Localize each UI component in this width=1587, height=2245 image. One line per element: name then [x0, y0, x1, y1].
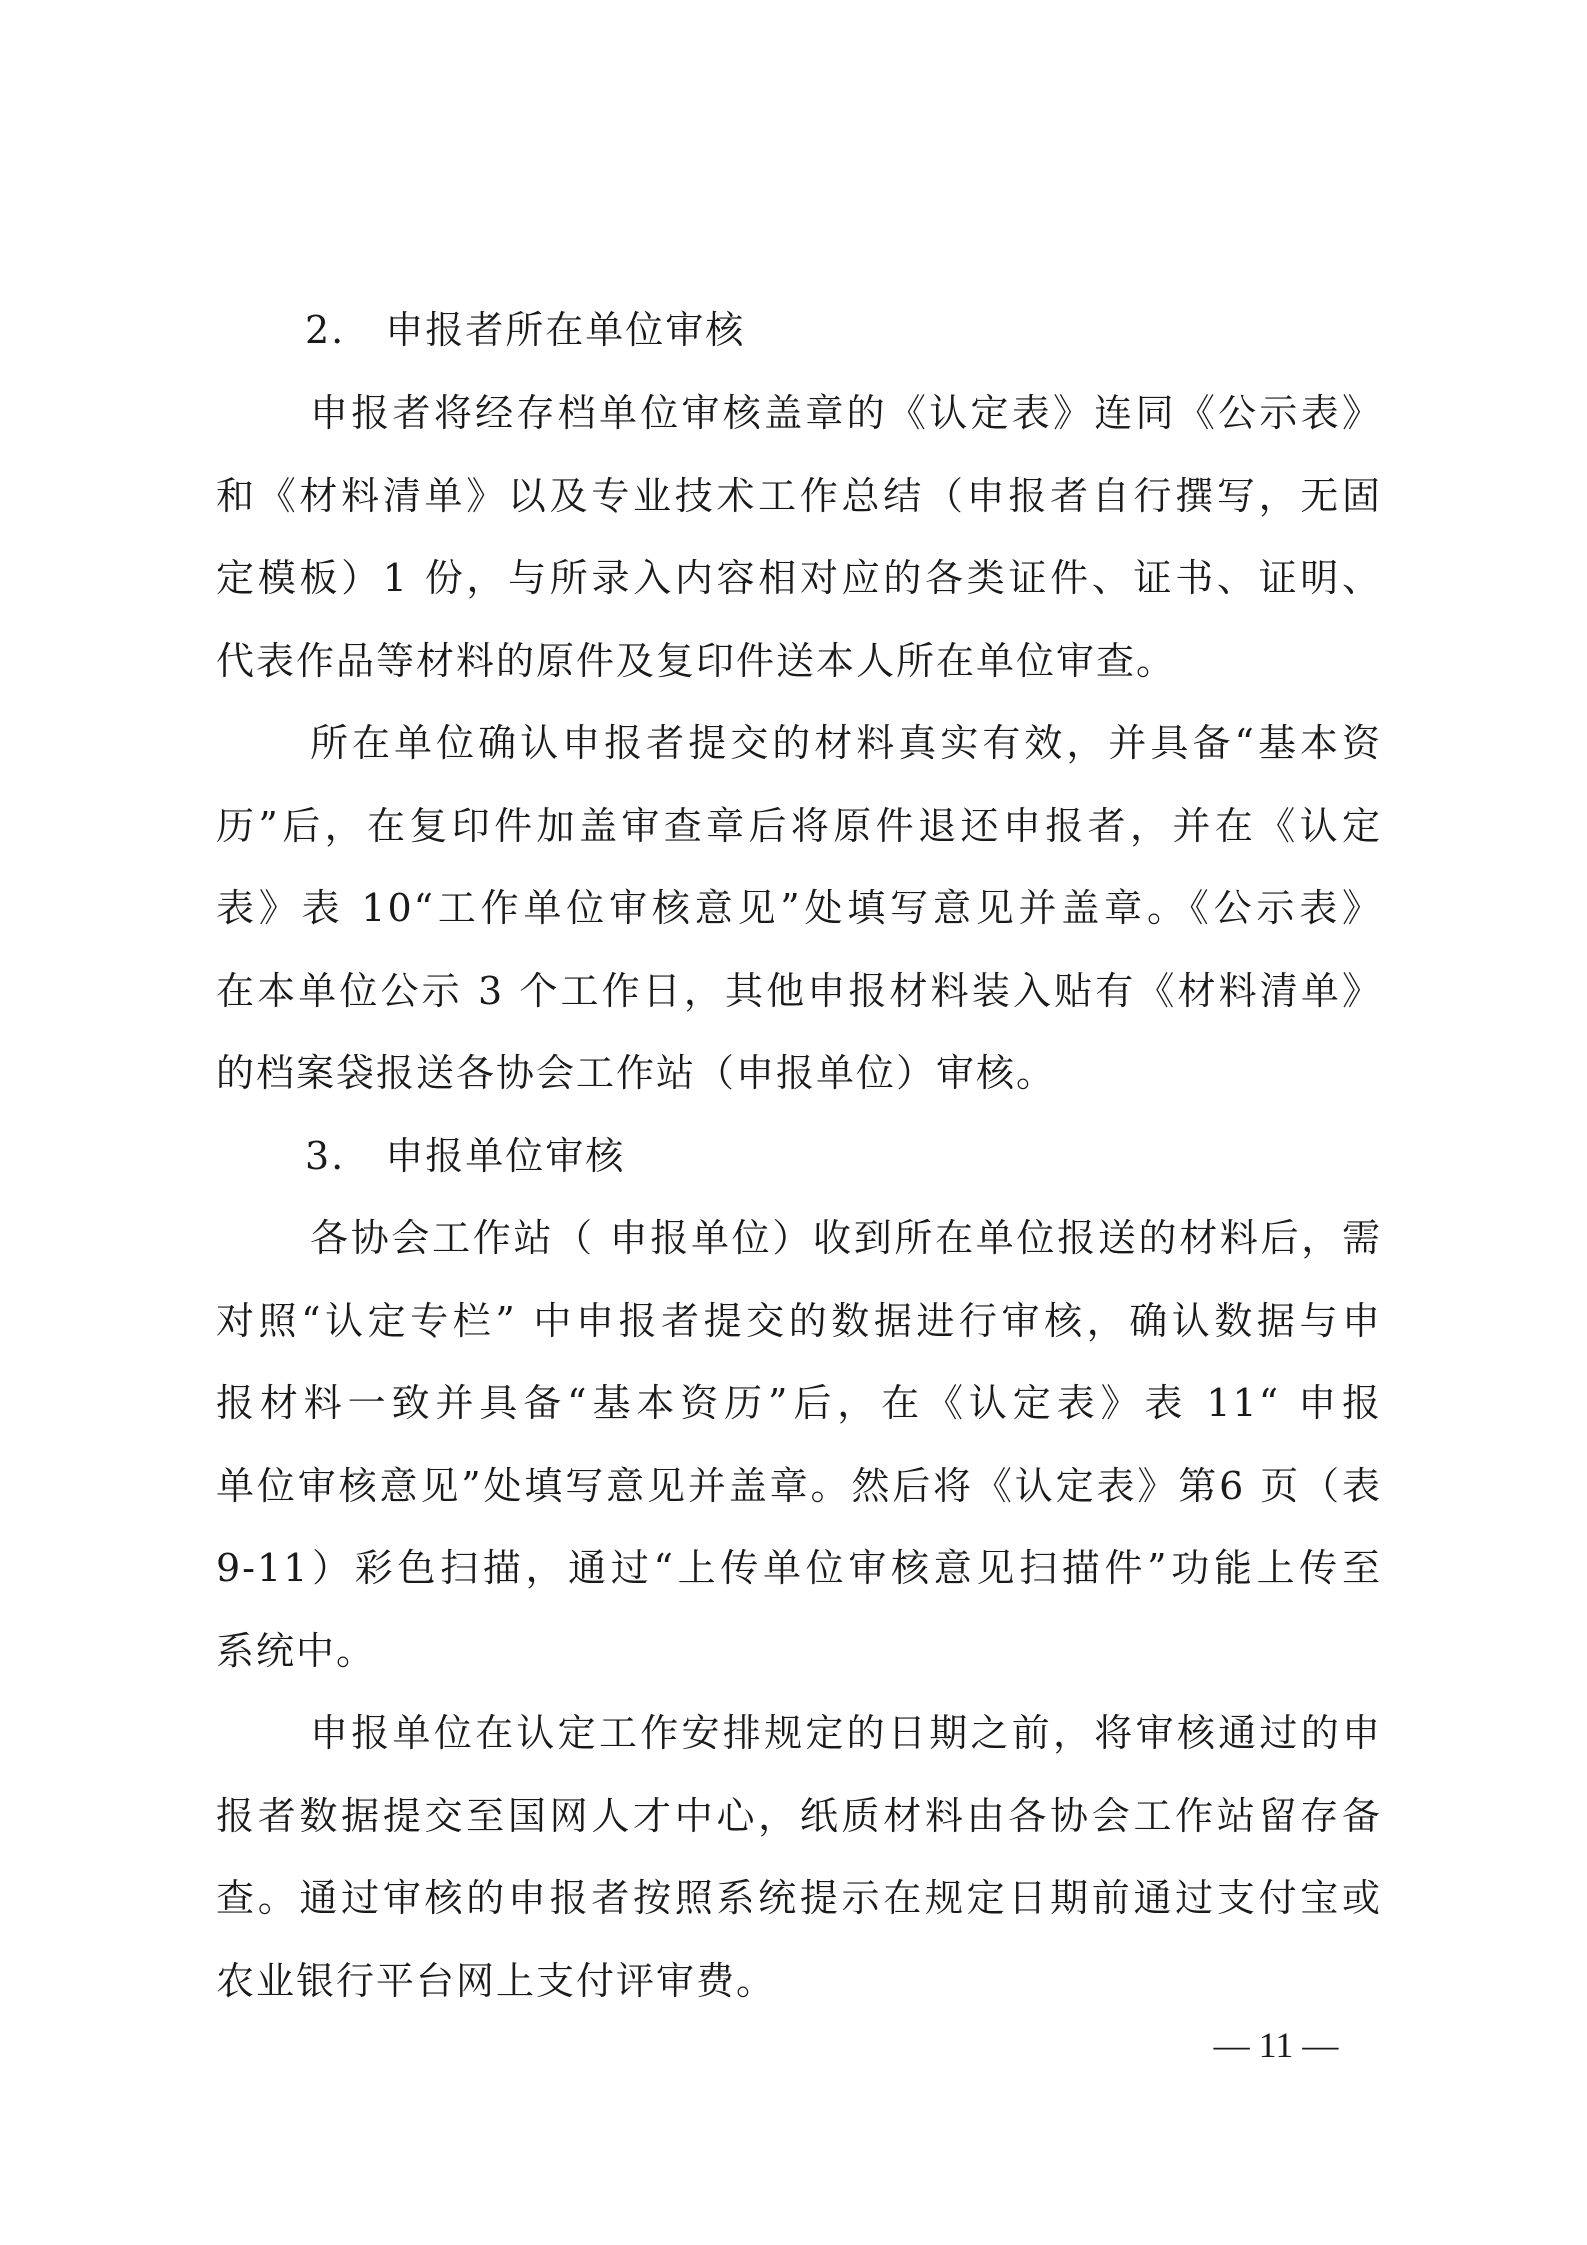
- paragraph-line: 代表作品等材料的原件及复印件送本人所在单位审查。: [216, 639, 1177, 683]
- paragraph-line: 定模板）1 份，与所录入内容相对应的各类证件、证书、证明、: [216, 556, 1382, 600]
- paragraph-line: 所在单位确认申报者提交的材料真实有效，并具备“基本资: [310, 721, 1382, 765]
- paragraph-line: 和《材料清单》以及专业技术工作总结（申报者自行撰写，无固: [216, 474, 1382, 518]
- paragraph-line: 在本单位公示 3 个工作日，其他申报材料装入贴有《材料清单》: [216, 969, 1382, 1013]
- paragraph-line: 9-11）彩色扫描，通过“上传单位审核意见扫描件”功能上传至: [216, 1546, 1382, 1590]
- paragraph-line: 报材料一致并具备“基本资历”后，在《认定表》表 11“ 申报: [216, 1381, 1382, 1425]
- paragraph-line: 历”后，在复印件加盖审查章后将原件退还申报者，并在《认定: [216, 804, 1382, 848]
- section-heading-3: 3. 申报单位审核: [305, 1134, 626, 1178]
- page-number: — 11 —: [1213, 2025, 1339, 2065]
- paragraph-line: 农业银行平台网上支付评审费。: [216, 1959, 777, 2003]
- paragraph-line: 申报者将经存档单位审核盖章的《认定表》连同《公示表》: [310, 391, 1382, 435]
- paragraph-line: 查。通过审核的申报者按照系统提示在规定日期前通过支付宝或: [216, 1876, 1382, 1920]
- paragraph-line: 对照“认定专栏” 中申报者提交的数据进行审核，确认数据与申: [216, 1299, 1382, 1343]
- section-heading-2: 2. 申报者所在单位审核: [305, 308, 746, 352]
- paragraph-line: 单位审核意见”处填写意见并盖章。然后将《认定表》第6 页（表: [216, 1464, 1382, 1508]
- paragraph-line: 报者数据提交至国网人才中心，纸质材料由各协会工作站留存备: [216, 1794, 1382, 1838]
- paragraph-line: 申报单位在认定工作安排规定的日期之前，将审核通过的申: [310, 1711, 1382, 1755]
- paragraph-line: 的档案袋报送各协会工作站（申报单位）审核。: [216, 1051, 1057, 1095]
- paragraph-line: 各协会工作站（ 申报单位）收到所在单位报送的材料后，需: [310, 1216, 1382, 1260]
- paragraph-line: 系统中。: [216, 1629, 377, 1673]
- paragraph-line: 表》表 10“工作单位审核意见”处填写意见并盖章。《公示表》: [216, 886, 1382, 930]
